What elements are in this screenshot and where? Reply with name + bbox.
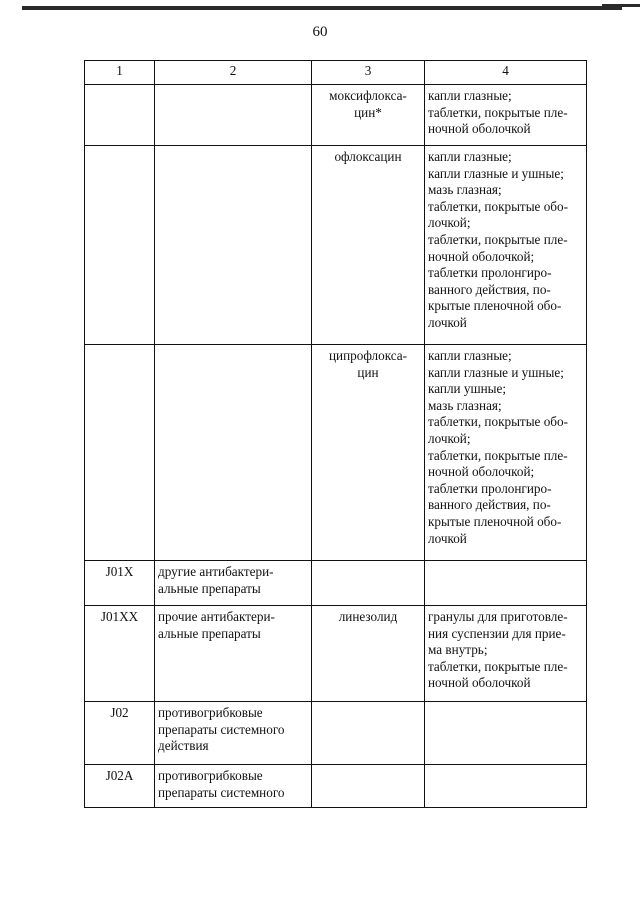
group-name-line: действия [158,738,209,754]
atc-code-cell [85,146,155,345]
table-row [85,765,587,808]
dosage-form-line: таблетки, покрытые пле- [428,231,568,247]
table-header-row [85,61,587,85]
table-row [85,702,587,765]
dosage-form-line: капли глазные; [428,88,512,103]
atc-code-cell [85,85,155,146]
dosage-forms-cell [425,702,587,765]
dosage-forms-cell [425,345,587,561]
group-cell [155,561,312,606]
dosage-form-line: таблетки, покрытые пле- [428,658,568,674]
drug-name-cell [312,85,425,146]
drug-name-line: линезолид [338,609,398,624]
atc-code-cell: J02A [85,765,155,808]
dosage-form-line: ночной оболочкой [428,121,531,137]
dosage-form-line: капли ушные; [428,381,507,397]
dosage-form-line: ночной оболочкой; [428,464,535,480]
dosage-form-line: таблетки, покрытые обо- [428,414,568,430]
dosage-forms-cell [425,85,587,146]
dosage-form-line: ночной оболочкой; [428,248,535,264]
dosage-form-line: ванного действия, по- [428,497,551,513]
dosage-form-line: мазь глазная; [428,182,502,198]
group-name-line: противогрибковые [158,705,263,720]
group-cell [155,146,312,345]
group-name-line: альные препараты [158,580,261,596]
group-name-line: противогрибковые [158,768,263,783]
group-cell [155,345,312,561]
column-header: 3 [312,61,425,85]
atc-code-cell [85,345,155,561]
table-row [85,146,587,345]
column-header: 4 [425,61,587,85]
drug-name-cell [312,345,425,561]
drug-name-cell [312,765,425,808]
group-cell [155,606,312,702]
group-name-line: альные препараты [158,625,261,641]
drug-name-line: цин [357,364,379,380]
group-name-line: препараты системного [158,784,285,800]
atc-code-cell: J01XX [85,606,155,702]
table-row [85,85,587,146]
column-header: 2 [155,61,312,85]
dosage-form-line: капли глазные и ушные; [428,165,564,181]
dosage-form-line: мазь глазная; [428,397,502,413]
dosage-form-line: гранулы для приготовле- [428,609,568,624]
drug-name-cell [312,702,425,765]
dosage-forms-cell [425,146,587,345]
drug-name-line: офлоксацин [334,149,402,164]
group-name-line: прочие антибактери- [158,609,275,624]
page-number: 60 [312,24,328,40]
group-cell [155,702,312,765]
atc-code-cell: J02 [85,702,155,765]
group-name-line: другие антибактери- [158,564,274,579]
dosage-form-line: ночной оболочкой [428,675,531,691]
dosage-form-line: крытые пленочной обо- [428,298,562,314]
dosage-form-line: лочкой [428,530,467,546]
dosage-forms-cell [425,765,587,808]
group-cell [155,85,312,146]
dosage-form-line: ванного действия, по- [428,281,551,297]
dosage-form-line: лочкой; [428,430,471,446]
dosage-form-line: таблетки, покрытые пле- [428,447,568,463]
dosage-form-line: ма внутрь; [428,642,488,658]
column-header: 1 [85,61,155,85]
drug-name-cell [312,146,425,345]
dosage-form-line: таблетки, покрытые обо- [428,198,568,214]
dosage-form-line: таблетки, покрытые пле- [428,104,568,120]
drug-name-line: ципрофлокса- [328,348,408,363]
dosage-form-line: капли глазные; [428,149,512,164]
atc-code-cell: J01X [85,561,155,606]
dosage-form-line: капли глазные; [428,348,512,363]
drug-name-line: цин* [354,104,382,120]
table-row [85,345,587,561]
top-border-rule [22,6,622,10]
dosage-form-line: капли глазные и ушные; [428,364,564,380]
dosage-form-line: ния суспензии для прие- [428,625,566,641]
dosage-forms-cell [425,561,587,606]
drug-name-cell [312,561,425,606]
group-cell [155,765,312,808]
drug-table [84,60,587,808]
dosage-form-line: таблетки пролонгиро- [428,480,552,496]
group-name-line: препараты системного [158,721,285,737]
dosage-form-line: крытые пленочной обо- [428,513,562,529]
dosage-form-line: лочкой; [428,215,471,231]
table-row [85,561,587,606]
table-row [85,606,587,702]
dosage-forms-cell [425,606,587,702]
dosage-form-line: таблетки пролонгиро- [428,265,552,281]
dosage-form-line: лочкой [428,314,467,330]
drug-name-cell [312,606,425,702]
drug-name-line: моксифлокса- [329,88,407,103]
